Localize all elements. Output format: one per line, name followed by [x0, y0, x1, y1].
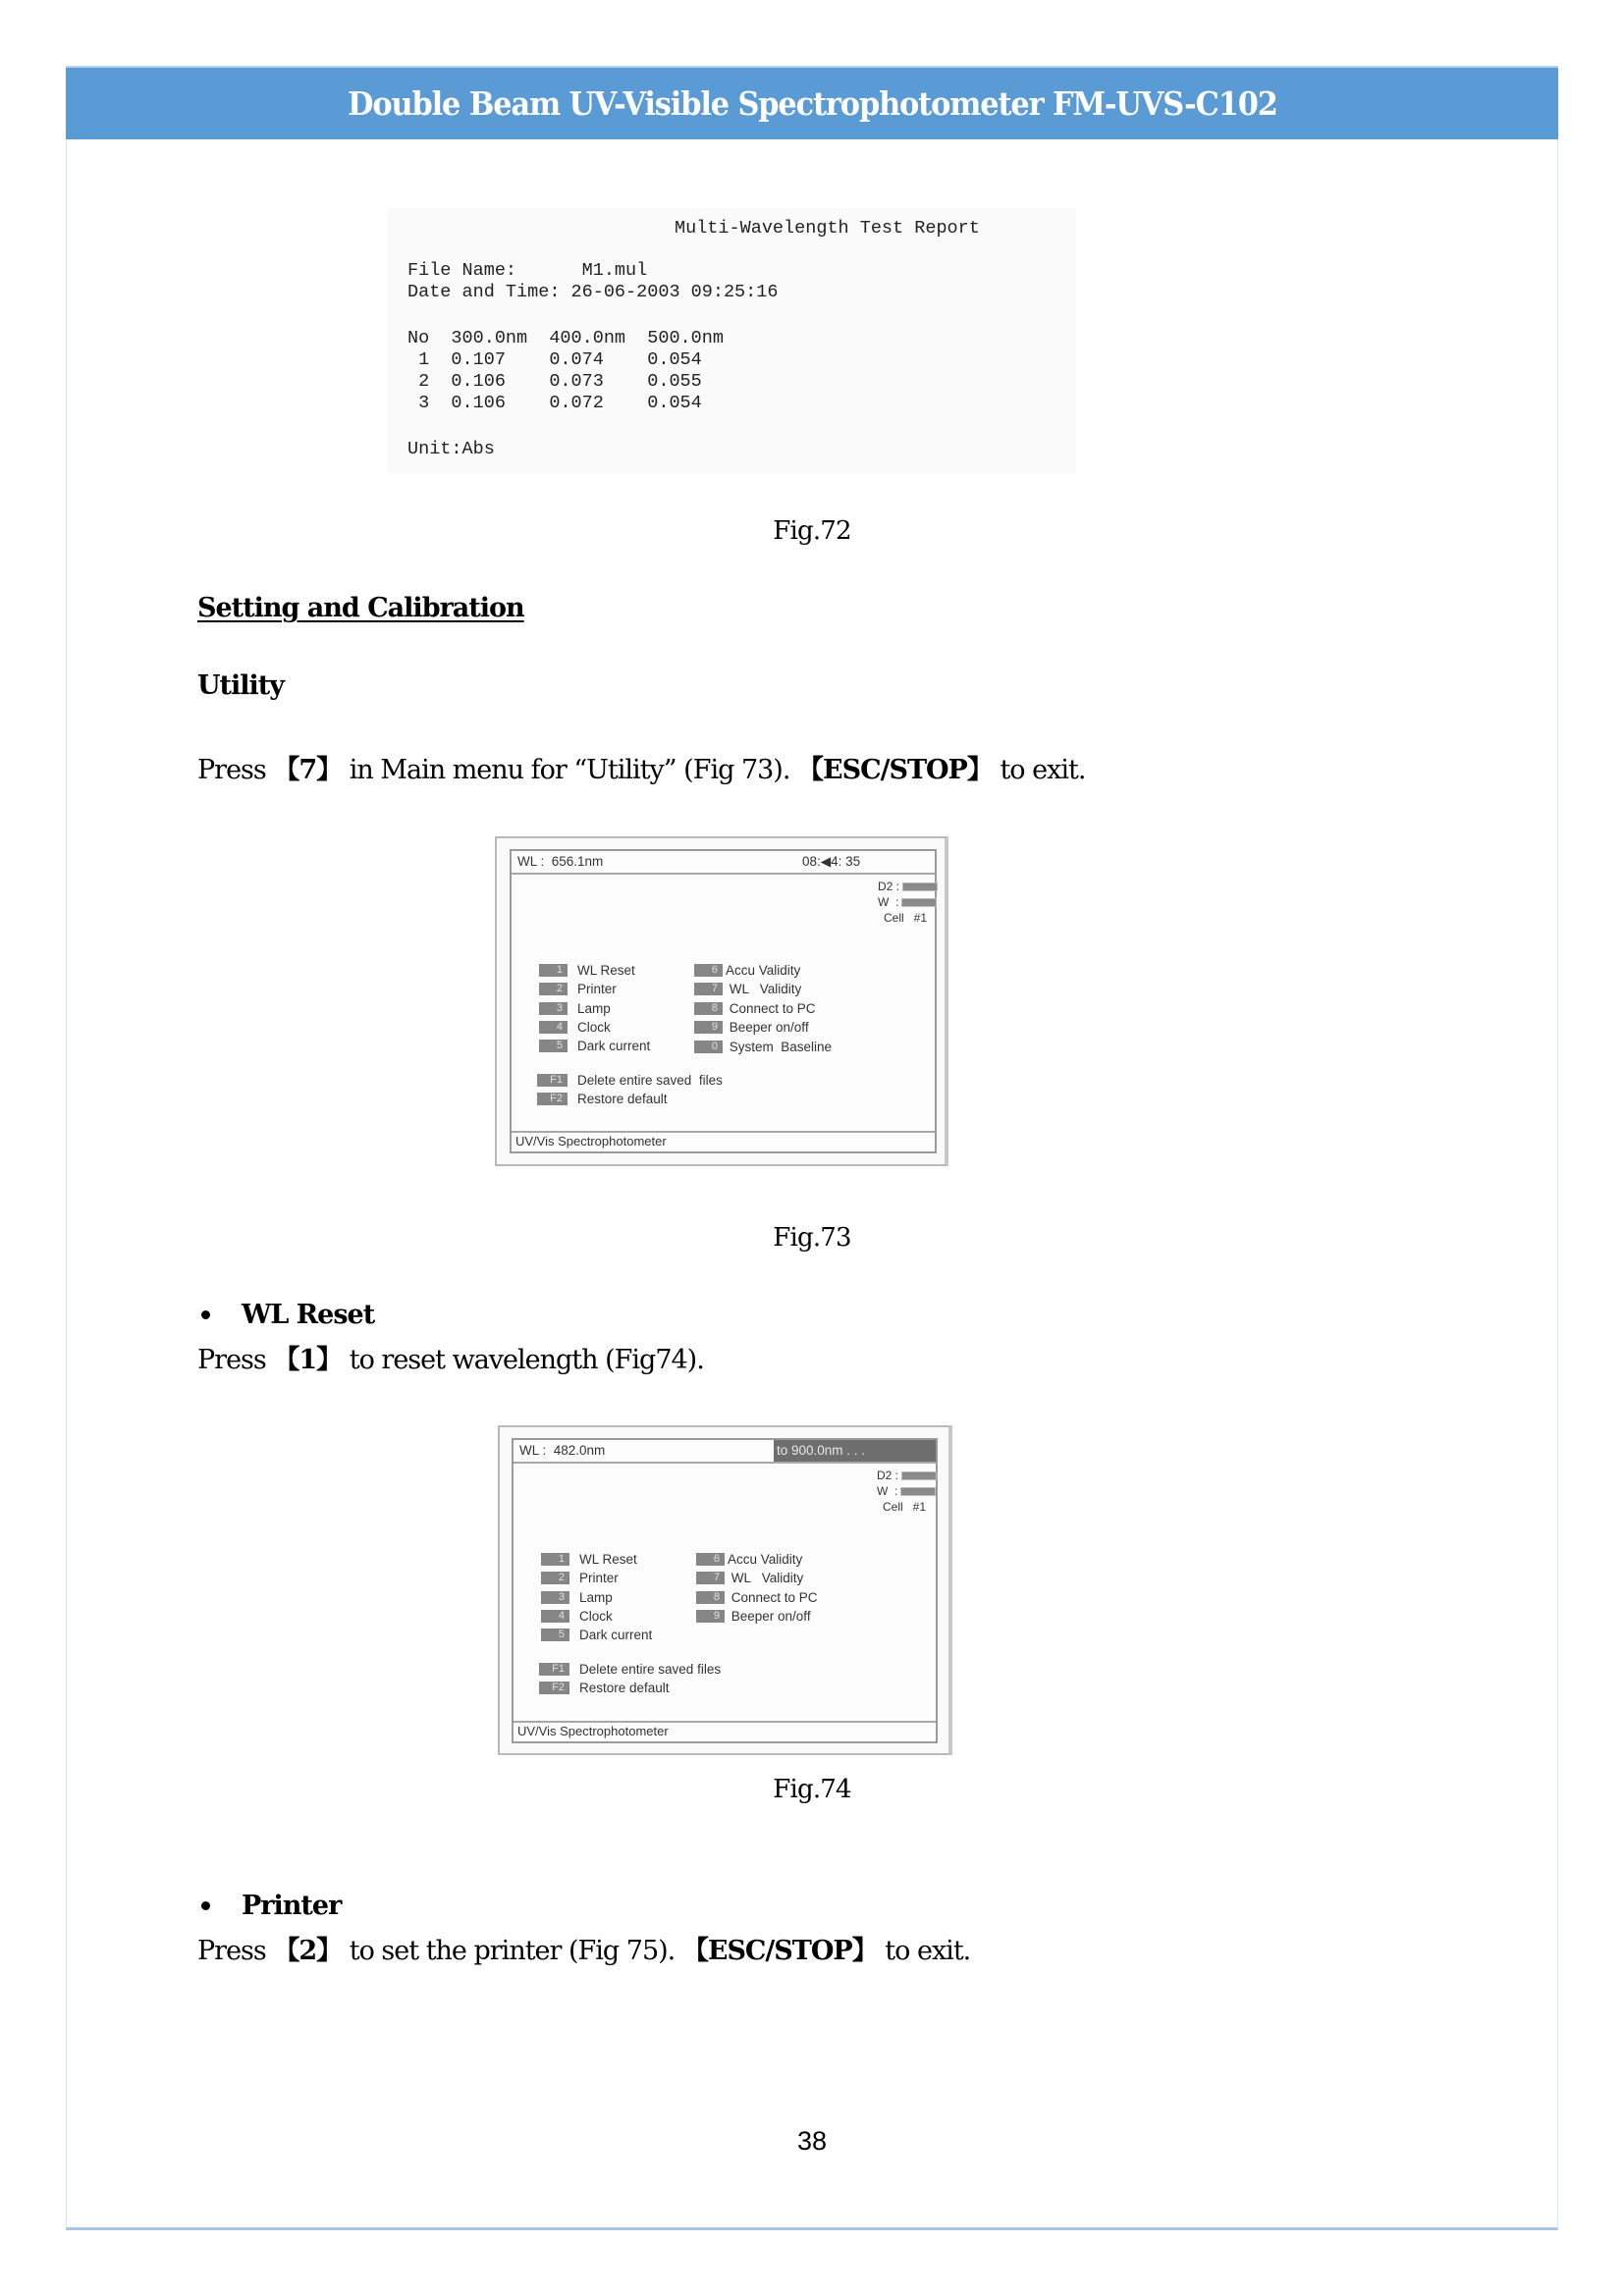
- d2-lamp-bar: [901, 1471, 937, 1480]
- wavelength-readout: WL : 482.0nm: [519, 1443, 606, 1458]
- menu-item-clock[interactable]: 4 Clock: [539, 1020, 611, 1035]
- document-title: Double Beam UV-Visible Spectrophotometer FM-UVS-C102: [347, 84, 1277, 123]
- page-number: 38: [796, 2126, 828, 2156]
- instrument-screen: WL : 482.0nm to 900.0nm . . . D2 : W : Cell #1 1 WL Reset 2 Printer 3 Lamp 4 Clock 5 Dark current 6 Accu Validity 7 WL Validity 8 Connect to PC 9 Beeper on/off F1 Delete entire saved files F2 Restore default UV/Vis Spectrophotometer: [512, 1438, 938, 1743]
- menu-item-lamp[interactable]: 3 Lamp: [539, 1001, 611, 1016]
- wl-reset-instruction: Press 【1】 to reset wavelength (Fig74).: [197, 1345, 704, 1375]
- utility-instruction: Press 【7】 in Main menu for “Utility” (Fig 73). 【ESC/STOP】 to exit.: [197, 755, 1086, 785]
- test-report-image: [388, 208, 1076, 473]
- menu-item-connect-to-pc[interactable]: 8 Connect to PC: [696, 1590, 818, 1605]
- w-lamp-bar: [900, 1487, 936, 1496]
- menu-item-printer[interactable]: 2 Printer: [539, 982, 617, 996]
- key-esc-stop: 【ESC/STOP】: [797, 755, 993, 785]
- report-table-header: No 300.0nm 400.0nm 500.0nm: [407, 328, 724, 348]
- screen-footer: UV/Vis Spectrophotometer: [512, 1131, 935, 1151]
- subsection-heading: Utility: [197, 670, 284, 701]
- utility-screen-figure: [495, 836, 948, 1166]
- menu-item-clock[interactable]: 4 Clock: [541, 1609, 613, 1624]
- bullet-printer: Printer: [197, 1891, 341, 1921]
- wl-reset-screen-figure: [498, 1425, 952, 1755]
- menu-item-wl-reset[interactable]: 1 WL Reset: [541, 1552, 637, 1567]
- cell-indicator: Cell #1: [884, 911, 928, 925]
- bullet-icon: [201, 1901, 210, 1910]
- wavelength-readout: WL : 656.1nm: [517, 854, 604, 869]
- menu-item-dark-current[interactable]: 5 Dark current: [541, 1628, 652, 1642]
- instrument-screen: WL : 656.1nm 08:◀4: 35 D2 : W : Cell #1 1 WL Reset 2 Printer 3 Lamp 4 Clock 5 Dark current 6 Accu Validity 7 WL Validity 8 Connect to PC 9 Beeper on/off 0 System Baseline F1 Delete entire saved files F2 Restore default UV/Vis Spectrophotometer: [510, 849, 937, 1153]
- key-1: 【1】: [273, 1345, 343, 1375]
- menu-item-delete-files[interactable]: F1 Delete entire saved files: [537, 1073, 723, 1088]
- printer-instruction: Press 【2】 to set the printer (Fig 75). 【ESC/STOP】 to exit.: [197, 1936, 971, 1966]
- menu-item-printer[interactable]: 2 Printer: [541, 1571, 619, 1585]
- report-table-row: 1 0.107 0.074 0.054: [407, 349, 702, 370]
- key-esc-stop: 【ESC/STOP】: [681, 1936, 878, 1966]
- bullet-icon: [201, 1310, 210, 1319]
- menu-item-connect-to-pc[interactable]: 8 Connect to PC: [694, 1001, 816, 1016]
- report-date-time: Date and Time: 26-06-2003 09:25:16: [407, 282, 779, 302]
- menu-item-wl-validity[interactable]: 7 WL Validity: [694, 982, 801, 996]
- menu-item-lamp[interactable]: 3 Lamp: [541, 1590, 613, 1605]
- cell-indicator: Cell #1: [883, 1500, 927, 1514]
- report-table-row: 3 0.106 0.072 0.054: [407, 393, 702, 413]
- clock-readout: 08:◀4: 35: [802, 854, 861, 869]
- report-table-row: 2 0.106 0.073 0.055: [407, 371, 702, 392]
- key-2: 【2】: [273, 1936, 343, 1966]
- menu-item-wl-validity[interactable]: 7 WL Validity: [696, 1571, 803, 1585]
- report-unit: Unit:Abs: [407, 439, 495, 459]
- figure-caption: Fig.73: [773, 1223, 851, 1253]
- menu-item-dark-current[interactable]: 5 Dark current: [539, 1039, 650, 1053]
- menu-item-system-baseline[interactable]: 0 System Baseline: [694, 1040, 832, 1054]
- status-bar: [514, 1440, 936, 1464]
- menu-item-accu-validity[interactable]: 6 Accu Validity: [694, 963, 800, 978]
- wavelength-progress: to 900.0nm . . .: [774, 1440, 936, 1462]
- report-file-name: File Name: M1.mul: [407, 260, 648, 281]
- report-title: Multi-Wavelength Test Report: [675, 218, 980, 239]
- section-heading: Setting and Calibration: [197, 593, 524, 623]
- menu-item-beeper[interactable]: 9 Beeper on/off: [694, 1020, 809, 1035]
- w-lamp-bar: [901, 898, 937, 907]
- bullet-wl-reset: WL Reset: [197, 1300, 374, 1330]
- status-bar: [512, 851, 935, 875]
- d2-lamp-bar: [902, 882, 938, 891]
- menu-item-restore-default[interactable]: F2 Restore default: [537, 1092, 668, 1106]
- menu-item-delete-files[interactable]: F1 Delete entire saved files: [539, 1662, 721, 1677]
- figure-caption: Fig.74: [773, 1775, 851, 1804]
- menu-item-restore-default[interactable]: F2 Restore default: [539, 1681, 670, 1695]
- menu-item-beeper[interactable]: 9 Beeper on/off: [696, 1609, 811, 1624]
- menu-item-accu-validity[interactable]: 6 Accu Validity: [696, 1552, 802, 1567]
- header-band: [66, 66, 1558, 139]
- screen-footer: UV/Vis Spectrophotometer: [514, 1721, 936, 1741]
- figure-caption: Fig.72: [773, 516, 851, 546]
- menu-item-wl-reset[interactable]: 1 WL Reset: [539, 963, 635, 978]
- key-7: 【7】: [273, 755, 343, 785]
